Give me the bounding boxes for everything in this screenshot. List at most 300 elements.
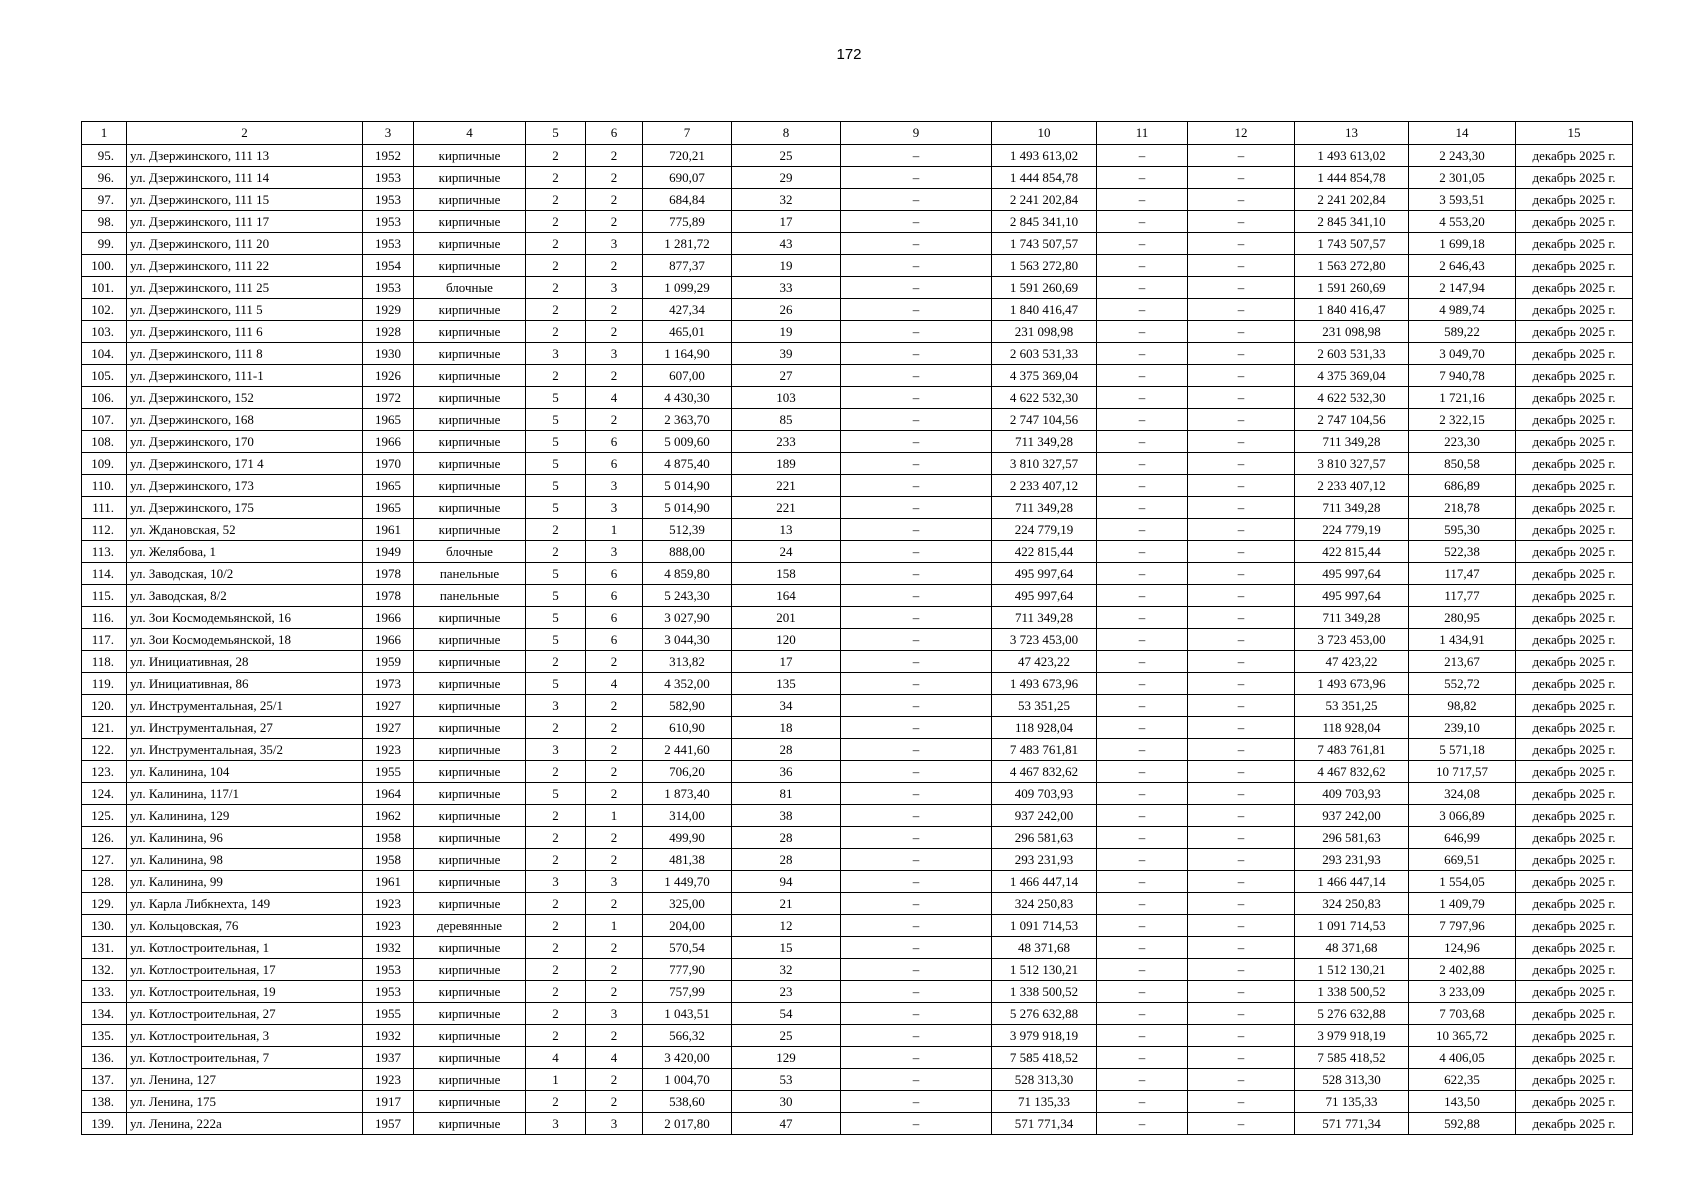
cell-address: ул. Калинина, 98 [127,849,363,871]
cell-unit-cost: 850,58 [1409,453,1516,475]
cell-address: ул. Котлостроительная, 7 [127,1047,363,1069]
cell-address: ул. Дзержинского, 111 14 [127,167,363,189]
cell-col-12: – [1188,189,1295,211]
cell-wall-material: панельные [414,563,526,585]
cell-floors: 2 [526,299,586,321]
cell-deadline: декабрь 2025 г. [1516,409,1633,431]
cell-col-12: – [1188,673,1295,695]
cell-area: 610,90 [643,717,732,739]
cell-col-11: – [1097,805,1188,827]
cell-col-9: – [841,893,992,915]
cell-row-number: 131. [82,937,127,959]
cell-area: 314,00 [643,805,732,827]
column-header-7: 7 [643,122,732,145]
table-row [82,695,1633,717]
cell-area: 2 441,60 [643,739,732,761]
cell-col-9: – [841,541,992,563]
cell-entrances: 2 [586,651,643,673]
cell-col-11: – [1097,145,1188,167]
cell-total-cost: 1 512 130,21 [1295,959,1409,981]
cell-row-number: 120. [82,695,127,717]
cell-deadline: декабрь 2025 г. [1516,299,1633,321]
cell-total-cost: 1 091 714,53 [1295,915,1409,937]
cell-cost: 1 493 673,96 [992,673,1097,695]
cell-row-number: 107. [82,409,127,431]
cell-year-built: 1927 [363,695,414,717]
cell-col-12: – [1188,343,1295,365]
table-row [82,497,1633,519]
cell-entrances: 2 [586,1091,643,1113]
table-row [82,145,1633,167]
cell-total-cost: 71 135,33 [1295,1091,1409,1113]
cell-area: 4 875,40 [643,453,732,475]
cell-year-built: 1978 [363,563,414,585]
cell-col-11: – [1097,761,1188,783]
cell-col-11: – [1097,695,1188,717]
cell-area: 607,00 [643,365,732,387]
cell-col-12: – [1188,629,1295,651]
cell-deadline: декабрь 2025 г. [1516,475,1633,497]
cell-deadline: декабрь 2025 г. [1516,387,1633,409]
cell-wall-material: кирпичные [414,519,526,541]
cell-row-number: 135. [82,1025,127,1047]
table-row [82,1003,1633,1025]
cell-col-9: – [841,387,992,409]
cell-floors: 5 [526,673,586,695]
table-row [82,717,1633,739]
cell-residents: 25 [732,145,841,167]
table-row [82,761,1633,783]
page-number: 172 [836,46,862,63]
cell-col-9: – [841,871,992,893]
cell-year-built: 1927 [363,717,414,739]
cell-wall-material: кирпичные [414,255,526,277]
cell-deadline: декабрь 2025 г. [1516,915,1633,937]
table-row [82,1091,1633,1113]
cell-address: ул. Дзержинского, 175 [127,497,363,519]
cell-wall-material: кирпичные [414,739,526,761]
cell-residents: 201 [732,607,841,629]
cell-wall-material: кирпичные [414,1047,526,1069]
cell-floors: 5 [526,387,586,409]
cell-col-12: – [1188,541,1295,563]
cell-unit-cost: 7 797,96 [1409,915,1516,937]
cell-col-12: – [1188,233,1295,255]
cell-year-built: 1952 [363,145,414,167]
cell-col-11: – [1097,1003,1188,1025]
cell-year-built: 1932 [363,937,414,959]
cell-col-11: – [1097,871,1188,893]
cell-col-12: – [1188,453,1295,475]
cell-col-11: – [1097,453,1188,475]
cell-wall-material: кирпичные [414,343,526,365]
cell-col-12: – [1188,409,1295,431]
cell-floors: 2 [526,321,586,343]
cell-wall-material: кирпичные [414,1091,526,1113]
column-header-4: 4 [414,122,526,145]
cell-total-cost: 409 703,93 [1295,783,1409,805]
cell-col-9: – [841,607,992,629]
cell-col-11: – [1097,321,1188,343]
cell-floors: 2 [526,1025,586,1047]
cell-address: ул. Дзержинского, 111 22 [127,255,363,277]
cell-col-11: – [1097,827,1188,849]
cell-area: 1 004,70 [643,1069,732,1091]
cell-wall-material: кирпичные [414,673,526,695]
cell-total-cost: 53 351,25 [1295,695,1409,717]
cell-wall-material: блочные [414,541,526,563]
cell-unit-cost: 1 434,91 [1409,629,1516,651]
cell-floors: 5 [526,563,586,585]
cell-entrances: 2 [586,167,643,189]
cell-cost: 293 231,93 [992,849,1097,871]
cell-col-12: – [1188,717,1295,739]
cell-deadline: декабрь 2025 г. [1516,871,1633,893]
cell-year-built: 1949 [363,541,414,563]
cell-entrances: 2 [586,959,643,981]
cell-col-11: – [1097,1069,1188,1091]
cell-deadline: декабрь 2025 г. [1516,519,1633,541]
cell-residents: 94 [732,871,841,893]
cell-address: ул. Калинина, 129 [127,805,363,827]
cell-unit-cost: 239,10 [1409,717,1516,739]
cell-entrances: 2 [586,1025,643,1047]
cell-year-built: 1928 [363,321,414,343]
cell-col-12: – [1188,475,1295,497]
cell-address: ул. Ленина, 175 [127,1091,363,1113]
cell-area: 1 281,72 [643,233,732,255]
cell-address: ул. Калинина, 96 [127,827,363,849]
cell-total-cost: 1 466 447,14 [1295,871,1409,893]
cell-area: 427,34 [643,299,732,321]
cell-total-cost: 2 241 202,84 [1295,189,1409,211]
cell-year-built: 1954 [363,255,414,277]
cell-deadline: декабрь 2025 г. [1516,167,1633,189]
cell-total-cost: 711 349,28 [1295,497,1409,519]
cell-row-number: 121. [82,717,127,739]
cell-entrances: 3 [586,1003,643,1025]
cell-col-9: – [841,1025,992,1047]
cell-year-built: 1972 [363,387,414,409]
cell-residents: 54 [732,1003,841,1025]
cell-entrances: 2 [586,761,643,783]
cell-row-number: 122. [82,739,127,761]
table-row [82,959,1633,981]
cell-total-cost: 4 375 369,04 [1295,365,1409,387]
cell-total-cost: 1 591 260,69 [1295,277,1409,299]
cell-wall-material: панельные [414,585,526,607]
cell-entrances: 4 [586,387,643,409]
table-row [82,1113,1633,1135]
cell-address: ул. Кольцовская, 76 [127,915,363,937]
cell-unit-cost: 117,47 [1409,563,1516,585]
cell-total-cost: 1 840 416,47 [1295,299,1409,321]
cell-wall-material: деревянные [414,915,526,937]
cell-cost: 7 585 418,52 [992,1047,1097,1069]
cell-address: ул. Котлостроительная, 27 [127,1003,363,1025]
cell-col-11: – [1097,673,1188,695]
cell-col-9: – [841,1113,992,1135]
cell-deadline: декабрь 2025 г. [1516,211,1633,233]
table-row [82,1025,1633,1047]
cell-residents: 28 [732,827,841,849]
cell-col-11: – [1097,189,1188,211]
cell-total-cost: 528 313,30 [1295,1069,1409,1091]
cell-row-number: 109. [82,453,127,475]
cell-residents: 30 [732,1091,841,1113]
cell-total-cost: 47 423,22 [1295,651,1409,673]
cell-floors: 2 [526,981,586,1003]
cell-entrances: 3 [586,497,643,519]
cell-cost: 5 276 632,88 [992,1003,1097,1025]
cell-cost: 4 467 832,62 [992,761,1097,783]
cell-year-built: 1930 [363,343,414,365]
cell-year-built: 1923 [363,739,414,761]
cell-year-built: 1957 [363,1113,414,1135]
cell-residents: 27 [732,365,841,387]
cell-cost: 118 928,04 [992,717,1097,739]
cell-address: ул. Дзержинского, 111-1 [127,365,363,387]
cell-col-12: – [1188,1003,1295,1025]
cell-floors: 2 [526,277,586,299]
cell-col-11: – [1097,1091,1188,1113]
cell-entrances: 2 [586,849,643,871]
cell-row-number: 125. [82,805,127,827]
table-row [82,167,1633,189]
cell-total-cost: 224 779,19 [1295,519,1409,541]
cell-row-number: 138. [82,1091,127,1113]
cell-col-9: – [841,453,992,475]
cell-address: ул. Зои Космодемьянской, 18 [127,629,363,651]
cell-deadline: декабрь 2025 г. [1516,255,1633,277]
cell-total-cost: 3 979 918,19 [1295,1025,1409,1047]
cell-entrances: 2 [586,189,643,211]
cell-address: ул. Инициативная, 28 [127,651,363,673]
cell-year-built: 1958 [363,849,414,871]
cell-floors: 2 [526,541,586,563]
cell-deadline: декабрь 2025 г. [1516,937,1633,959]
cell-floors: 2 [526,145,586,167]
cell-deadline: декабрь 2025 г. [1516,607,1633,629]
cell-residents: 85 [732,409,841,431]
cell-col-9: – [841,563,992,585]
cell-col-9: – [841,585,992,607]
cell-wall-material: кирпичные [414,937,526,959]
cell-wall-material: кирпичные [414,365,526,387]
cell-col-9: – [841,167,992,189]
header-row [82,122,1633,145]
cell-wall-material: кирпичные [414,233,526,255]
cell-residents: 28 [732,739,841,761]
cell-floors: 2 [526,937,586,959]
cell-cost: 1 743 507,57 [992,233,1097,255]
cell-row-number: 112. [82,519,127,541]
cell-area: 512,39 [643,519,732,541]
cell-total-cost: 571 771,34 [1295,1113,1409,1135]
cell-cost: 1 091 714,53 [992,915,1097,937]
cell-cost: 4 375 369,04 [992,365,1097,387]
cell-area: 2 363,70 [643,409,732,431]
cell-floors: 5 [526,497,586,519]
cell-year-built: 1923 [363,893,414,915]
cell-row-number: 126. [82,827,127,849]
cell-wall-material: блочные [414,277,526,299]
cell-total-cost: 711 349,28 [1295,607,1409,629]
cell-area: 775,89 [643,211,732,233]
cell-residents: 43 [732,233,841,255]
cell-residents: 233 [732,431,841,453]
table-row [82,629,1633,651]
table-row [82,871,1633,893]
cell-year-built: 1966 [363,607,414,629]
cell-cost: 4 622 532,30 [992,387,1097,409]
cell-floors: 5 [526,431,586,453]
cell-col-12: – [1188,563,1295,585]
cell-area: 1 043,51 [643,1003,732,1025]
cell-col-12: – [1188,299,1295,321]
cell-total-cost: 1 493 673,96 [1295,673,1409,695]
cell-col-12: – [1188,167,1295,189]
cell-area: 204,00 [643,915,732,937]
cell-col-12: – [1188,937,1295,959]
cell-wall-material: кирпичные [414,1113,526,1135]
cell-wall-material: кирпичные [414,431,526,453]
cell-residents: 19 [732,321,841,343]
cell-col-11: – [1097,343,1188,365]
cell-col-9: – [841,365,992,387]
cell-cost: 3 810 327,57 [992,453,1097,475]
cell-cost: 224 779,19 [992,519,1097,541]
cell-row-number: 116. [82,607,127,629]
cell-col-9: – [841,959,992,981]
cell-floors: 2 [526,1091,586,1113]
cell-wall-material: кирпичные [414,893,526,915]
cell-area: 570,54 [643,937,732,959]
cell-cost: 47 423,22 [992,651,1097,673]
cell-entrances: 2 [586,299,643,321]
cell-col-12: – [1188,387,1295,409]
cell-col-11: – [1097,893,1188,915]
cell-residents: 221 [732,475,841,497]
cell-year-built: 1966 [363,431,414,453]
cell-col-12: – [1188,915,1295,937]
cell-col-9: – [841,981,992,1003]
cell-area: 684,84 [643,189,732,211]
cell-cost: 1 563 272,80 [992,255,1097,277]
cell-wall-material: кирпичные [414,871,526,893]
cell-total-cost: 422 815,44 [1295,541,1409,563]
column-header-15: 15 [1516,122,1633,145]
cell-col-11: – [1097,211,1188,233]
table-row [82,849,1633,871]
cell-col-12: – [1188,871,1295,893]
table-row [82,475,1633,497]
cell-unit-cost: 686,89 [1409,475,1516,497]
cell-col-12: – [1188,959,1295,981]
cell-total-cost: 4 467 832,62 [1295,761,1409,783]
cell-cost: 324 250,83 [992,893,1097,915]
cell-total-cost: 937 242,00 [1295,805,1409,827]
table-row [82,651,1633,673]
cell-deadline: декабрь 2025 г. [1516,343,1633,365]
cell-col-9: – [841,497,992,519]
cell-residents: 39 [732,343,841,365]
cell-address: ул. Заводская, 10/2 [127,563,363,585]
cell-year-built: 1929 [363,299,414,321]
cell-wall-material: кирпичные [414,475,526,497]
cell-unit-cost: 2 301,05 [1409,167,1516,189]
table-row [82,299,1633,321]
column-header-6: 6 [586,122,643,145]
cell-area: 1 449,70 [643,871,732,893]
cell-area: 3 044,30 [643,629,732,651]
cell-residents: 103 [732,387,841,409]
cell-entrances: 4 [586,673,643,695]
cell-address: ул. Котлостроительная, 3 [127,1025,363,1047]
cell-year-built: 1953 [363,277,414,299]
cell-total-cost: 2 603 531,33 [1295,343,1409,365]
cell-wall-material: кирпичные [414,299,526,321]
cell-cost: 528 313,30 [992,1069,1097,1091]
cell-col-12: – [1188,277,1295,299]
cell-deadline: декабрь 2025 г. [1516,497,1633,519]
cell-total-cost: 48 371,68 [1295,937,1409,959]
cell-col-9: – [841,783,992,805]
cell-wall-material: кирпичные [414,651,526,673]
cell-col-11: – [1097,519,1188,541]
cell-year-built: 1964 [363,783,414,805]
cell-row-number: 136. [82,1047,127,1069]
cell-cost: 937 242,00 [992,805,1097,827]
cell-residents: 15 [732,937,841,959]
cell-cost: 1 338 500,52 [992,981,1097,1003]
cell-year-built: 1953 [363,233,414,255]
cell-address: ул. Дзержинского, 111 5 [127,299,363,321]
cell-wall-material: кирпичные [414,409,526,431]
cell-col-12: – [1188,1113,1295,1135]
cell-col-11: – [1097,233,1188,255]
cell-area: 313,82 [643,651,732,673]
cell-col-9: – [841,849,992,871]
cell-residents: 28 [732,849,841,871]
cell-wall-material: кирпичные [414,497,526,519]
cell-col-9: – [841,519,992,541]
cell-residents: 33 [732,277,841,299]
cell-area: 582,90 [643,695,732,717]
cell-col-9: – [841,475,992,497]
cell-deadline: декабрь 2025 г. [1516,189,1633,211]
cell-entrances: 3 [586,233,643,255]
cell-area: 888,00 [643,541,732,563]
table-row [82,541,1633,563]
cell-total-cost: 495 997,64 [1295,563,1409,585]
cell-entrances: 2 [586,145,643,167]
table-row [82,739,1633,761]
cell-col-11: – [1097,167,1188,189]
cell-entrances: 4 [586,1047,643,1069]
column-header-11: 11 [1097,122,1188,145]
cell-col-11: – [1097,255,1188,277]
cell-address: ул. Дзержинского, 170 [127,431,363,453]
cell-total-cost: 296 581,63 [1295,827,1409,849]
cell-address: ул. Инструментальная, 27 [127,717,363,739]
cell-row-number: 129. [82,893,127,915]
cell-residents: 32 [732,189,841,211]
cell-col-11: – [1097,431,1188,453]
cell-address: ул. Дзержинского, 111 15 [127,189,363,211]
cell-address: ул. Инициативная, 86 [127,673,363,695]
cell-col-11: – [1097,849,1188,871]
